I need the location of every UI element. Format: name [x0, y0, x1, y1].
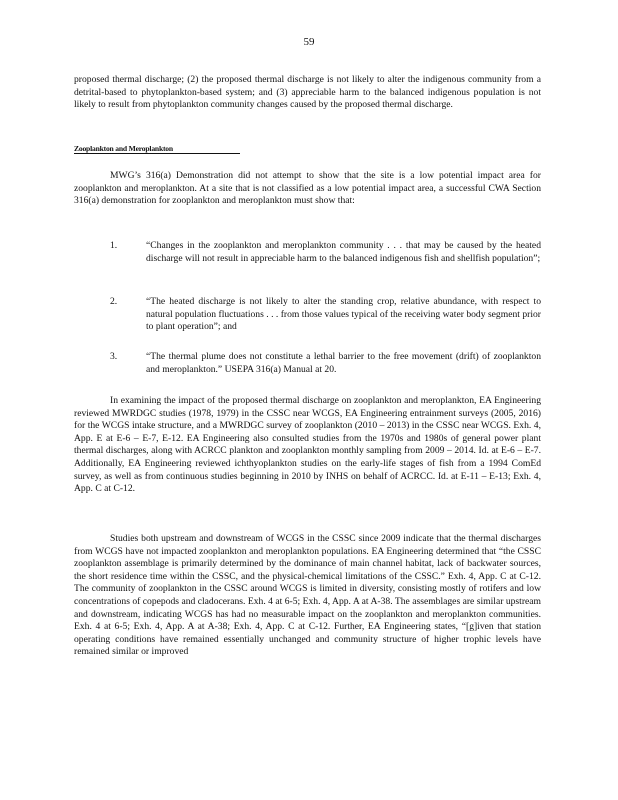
list-item-number: 2.	[110, 296, 118, 307]
list-item-text: “The heated discharge is not likely to alter the standing crop, relative abundance, with respect to natural population fluctuations . . . from those values typical of the receiving water body segment prior to plant operation”; and	[146, 296, 541, 333]
list-item-number: 3.	[110, 351, 118, 362]
list-item-text: “Changes in the zooplankton and meroplankton community . . . that may be caused by the heated discharge will not result in appreciable harm to the balanced indigenous fish and shellfish population”;	[146, 240, 541, 264]
list-item-text: “The thermal plume does not constitute a lethal barrier to the free movement (drift) of zooplankton and meroplankton.” USEPA 316(a) Manual at 20.	[146, 351, 541, 375]
page-number: 59	[303, 36, 315, 48]
paragraph-mwg-demonstration: MWG’s 316(a) Demonstration did not attempt to show that the site is a low potential impact area for zooplankton and meroplankton. At a site that is not classified as a low potential impact area, a successful CWA Section 316(a) demonstration for zooplankton and meroplankton must show that:	[74, 170, 541, 207]
paragraph-ea-review: In examining the impact of the proposed thermal discharge on zooplankton and meroplankton, EA Engineering reviewed MWRDGC studies (1978, 1979) in the CSSC near WCGS, EA Engineering entrainment surveys (2005, 2016) for the WCGS intake structure, and a MWRDGC survey of zooplankton (2010 – 2013) in the CSSC near WCGS. Exh. 4, App. E at E-6 – E-7, E-12. EA Engineering also consulted studies from the 1970s and 1980s of general power plant thermal discharges, along with ACRCC plankton and zooplankton monthly sampling from 2009 – 2014. Id. at E-6 – E-7. Additionally, EA Engineering reviewed ichthyoplankton studies on the early-life stages of fish from a 1994 ComEd survey, as well as from continuous studies beginning in 2010 by INHS on behalf of ACRCC. Id. at E-11 – E-13; Exh. 4, App. C at C-12.	[74, 395, 541, 495]
paragraph-upstream-downstream: Studies both upstream and downstream of WCGS in the CSSC since 2009 indicate that the thermal discharges from WCGS have not impacted zooplankton and meroplankton populations. EA Engineering determined that “the CSSC zooplankton assemblage is primarily determined by the dominance of main channel habitat, lack of backwater sources, the short residence time within the CSSC, and the physical-chemical limitations of the CSSC.” Exh. 4, App. C at C-12. The community of zooplankton in the CSSC around WCGS is limited in diversity, consisting mostly of rotifers and low concentrations of copepods and cladocerans. Exh. 4 at 6-5; Exh. 4, App. A at A-38. The assemblages are similar upstream and downstream, indicating WCGS has had no measurable impact on the zooplankton and meroplankton communities. Exh. 4 at 6-5; Exh. 4, App. A at A-38; Exh. 4, App. C at C-12. Further, EA Engineering states, “[g]iven that station operating conditions have remained essentially unchanged and community structure of higher trophic levels have remained similar or improved	[74, 533, 541, 658]
list-item-number: 1.	[110, 240, 118, 251]
paragraph-phytoplankton-conclusion: proposed thermal discharge; (2) the proposed thermal discharge is not likely to alter the indigenous community from a detrital-based to phytoplankton-based system; and (3) appreciable harm to the balanced indigenous population is not likely to result from phytoplankton community changes caused by the proposed thermal discharge.	[74, 74, 541, 111]
section-heading: Zooplankton and Meroplankton	[74, 144, 240, 154]
